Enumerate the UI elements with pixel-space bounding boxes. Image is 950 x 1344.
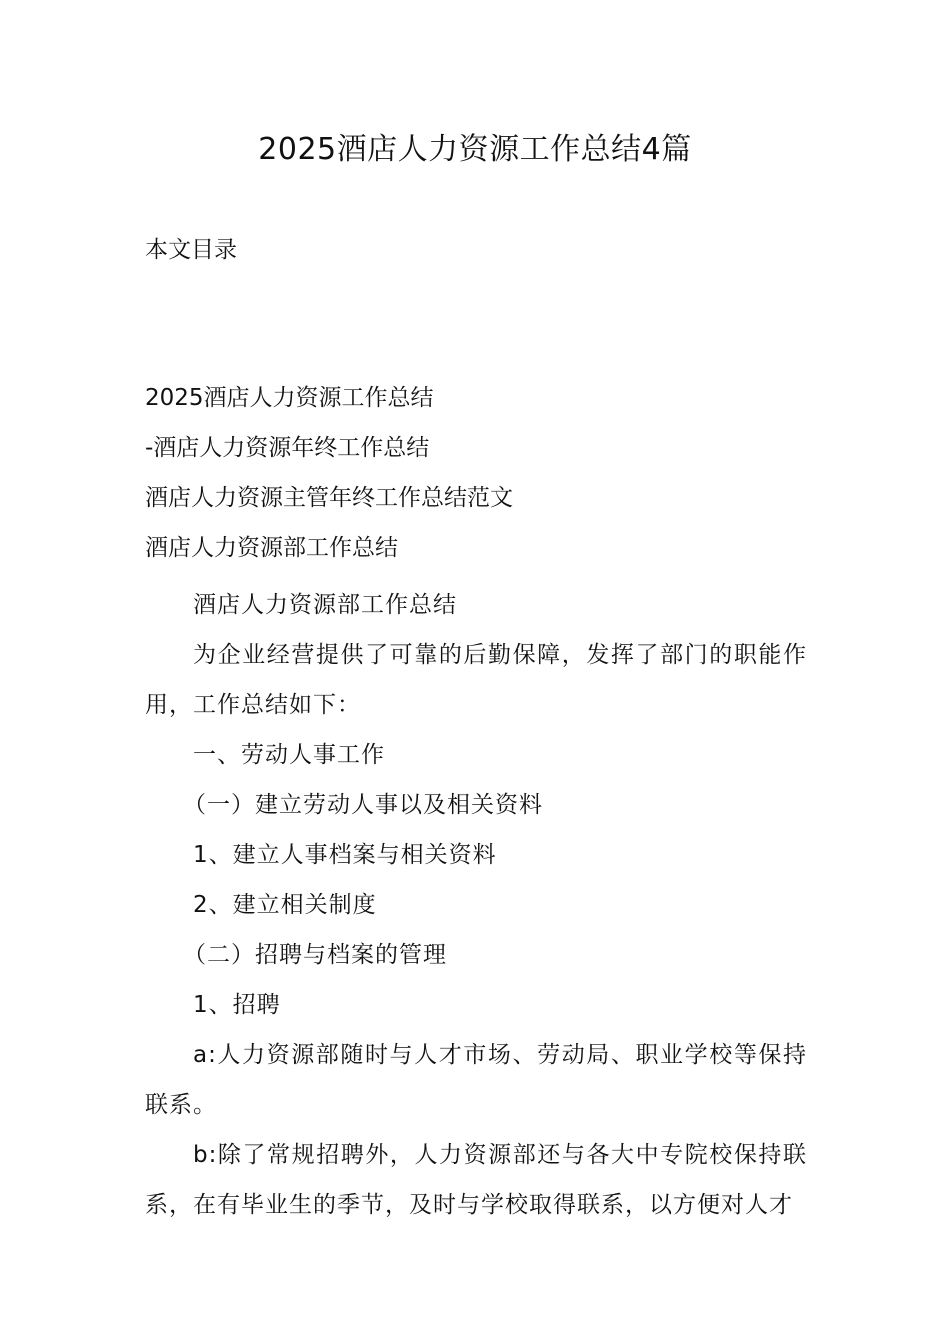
toc-item[interactable]: -酒店人力资源年终工作总结 bbox=[145, 435, 430, 461]
heading-level-3: 2、建立相关制度 bbox=[193, 892, 377, 918]
document-title: 2025酒店人力资源工作总结4篇 bbox=[258, 132, 692, 167]
paragraph: a:人力资源部随时与人才市场、劳动局、职业学校等保持联系。 bbox=[145, 1042, 807, 1118]
heading-level-3: 1、建立人事档案与相关资料 bbox=[193, 842, 497, 868]
heading-level-2: （一）建立劳动人事以及相关资料 bbox=[183, 792, 543, 818]
paragraph: 为企业经营提供了可靠的后勤保障，发挥了部门的职能作用，工作总结如下： bbox=[145, 642, 807, 718]
paragraph: b:除了常规招聘外，人力资源部还与各大中专院校保持联系，在有毕业生的季节，及时与学校取得联系，以方便对人才 bbox=[145, 1142, 807, 1218]
heading-level-2: （二）招聘与档案的管理 bbox=[183, 942, 447, 968]
heading-level-1: 一、劳动人事工作 bbox=[193, 742, 385, 768]
toc-heading: 本文目录 bbox=[145, 237, 237, 263]
heading-level-3: 1、招聘 bbox=[193, 992, 281, 1018]
toc-item[interactable]: 酒店人力资源主管年终工作总结范文 bbox=[145, 485, 513, 511]
section-title: 酒店人力资源部工作总结 bbox=[193, 592, 457, 618]
table-of-contents bbox=[145, 380, 825, 580]
toc-item[interactable]: 2025酒店人力资源工作总结 bbox=[145, 385, 434, 411]
toc-item[interactable]: 酒店人力资源部工作总结 bbox=[145, 535, 398, 561]
document-body bbox=[145, 580, 807, 1230]
